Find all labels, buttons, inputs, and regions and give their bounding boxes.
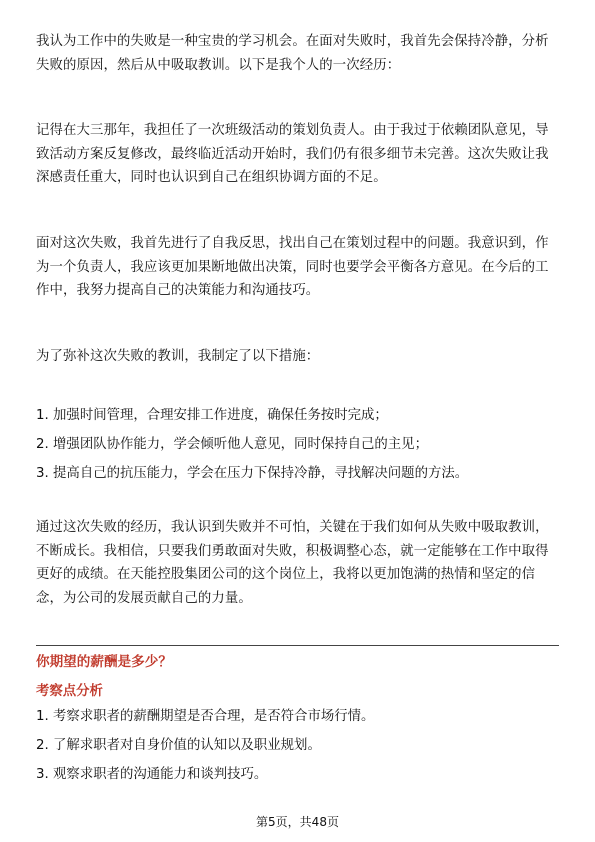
- measure-item: 3. 提高自己的抗压能力，学会在压力下保持冷静，寻找解决问题的方法。: [36, 466, 469, 481]
- measure-item: 1. 加强时间管理，合理安排工作进度，确保任务按时完成；: [36, 408, 388, 423]
- paragraph-measures-intro: 为了弥补这次失败的教训，我制定了以下措施：: [36, 349, 320, 364]
- question-title: 你期望的薪酬是多少？: [36, 654, 172, 670]
- paragraph-intro: 我认为工作中的失败是一种宝贵的学习机会。在面对失败时，我首先会保持冷静，分析失败的原因，然后从中吸取教训。以下是我个人的一次经历：: [36, 34, 549, 73]
- document-page: [36, 0, 559, 842]
- analysis-item: 2. 了解求职者对自身价值的认知以及职业规划。: [36, 738, 321, 753]
- section-divider: [36, 645, 559, 646]
- measure-item: 2. 增强团队协作能力，学会倾听他人意见，同时保持自己的主见；: [36, 437, 428, 452]
- page-number-footer: 第5页，共48页: [256, 815, 339, 829]
- paragraph-reflection: 面对这次失败，我首先进行了自我反思，找出自己在策划过程中的问题。我意识到，作为一个负责人，我应该更加果断地做出决策，同时也要学会平衡各方意见。在今后的工作中，我努力提高自己的决策能力和沟通技巧。: [36, 236, 549, 298]
- paragraph-conclusion: 通过这次失败的经历，我认识到失败并不可怕，关键在于我们如何从失败中吸取教训，不断成长。我相信，只要我们勇敢面对失败，积极调整心态，就一定能够在工作中取得更好的成绩。在天能控股集团公司的这个岗位上，我将以更加饱满的热情和坚定的信念，为公司的发展贡献自己的力量。: [36, 520, 549, 606]
- analysis-item: 3. 观察求职者的沟通能力和谈判技巧。: [36, 767, 268, 782]
- paragraph-experience: 记得在大三那年，我担任了一次班级活动的策划负责人。由于我过于依赖团队意见，导致活动方案反复修改，最终临近活动开始时，我们仍有很多细节未完善。这次失败让我深感责任重大，同时也认识到自己在组织协调方面的不足。: [36, 123, 549, 185]
- analysis-item: 1. 考察求职者的薪酬期望是否合理，是否符合市场行情。: [36, 709, 375, 724]
- analysis-heading: 考察点分析: [36, 684, 103, 699]
